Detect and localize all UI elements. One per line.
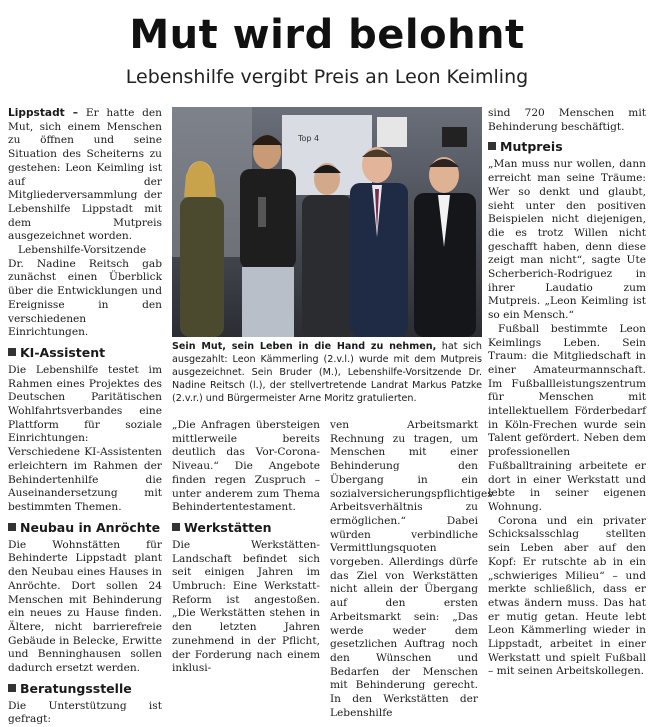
photo-caption bbox=[172, 340, 482, 405]
section-heading-text: Neubau in Anröchte bbox=[20, 519, 161, 535]
article-photo bbox=[172, 107, 482, 337]
section-heading bbox=[488, 139, 646, 155]
section-heading-text: Werkstätten bbox=[184, 519, 272, 535]
section-heading bbox=[8, 681, 162, 697]
paragraph: Die Wohnstätten für Behinderte Lippstadt plant den Neubau eines Hauses in Anröchte. Dort sollen 24 Menschen mit Behinderung ein neues zu Hause finden. Ältere, nicht barrierefreie Gebäude in Belecke, Erwitte und Benninghausen sollen dadurch ersetzt werden. bbox=[8, 538, 162, 675]
section-heading-text: Mutpreis bbox=[500, 139, 563, 155]
paragraph: sind 720 Menschen mit Behinderung beschäftigt. bbox=[488, 107, 646, 133]
square-bullet-icon bbox=[488, 142, 496, 150]
caption-text: hat sich ausgezahlt: Leon Kämmerling (2.v.l.) wurde mit dem Mutpreis ausgezeichnet. Sein Bruder (M.), Lebenshilfe-Vorsitzende Dr. Nadine Reitsch (l.), der stellvertretende Landrat Markus Patzke (2.v.r.) und Bürgermeister Arne Moritz gratulierten. bbox=[172, 341, 482, 404]
sign-text: Top 4 bbox=[298, 134, 320, 143]
section-heading-text: KI-Assistent bbox=[20, 344, 106, 360]
square-bullet-icon bbox=[8, 684, 16, 692]
paragraph: „Man muss nur wollen, dann erreicht man seine Träume: Wer so denkt und glaubt, sieht unter den positiven Beispielen nicht diejenigen, die es trotz Willen nicht geschafft haben, denn diese zeigt man nicht“, sagte Ute Scherberich-Rodriguez in ihrer Laudatio zum Mutpreis. „Leon Keimling ist so ein Mensch.“ bbox=[488, 158, 646, 322]
paragraph: Fußball bestimmte Leon Keimlings Leben. Sein Traum: die Mitgliedschaft in einer Amateurmannschaft. Im Fußballleistungszentrum für Menschen mit intellektuellem Förderbedarf in Köln-Frechen wurde sein Talent gefördert. Neben dem professionellen Fußballtraining arbeitete er dort in einer Werkstatt und lebte in seiner eigenen Wohnung. bbox=[488, 322, 646, 513]
article-column-3 bbox=[330, 419, 493, 719]
section-heading bbox=[8, 520, 162, 536]
article-column-2 bbox=[172, 419, 320, 675]
paragraph bbox=[8, 107, 162, 244]
paragraph: Die Lebenshilfe testet im Rahmen eines Projektes des Deutschen Paritätischen Wohlfahrtsverbandes eine Plattform für soziale Einrichtungen: Verschiedene KI-Assistenten erleichtern im Rahmen der Behindertenhilfe die Auseinandersetzung mit bestimmten Themen. bbox=[8, 363, 162, 513]
section-heading bbox=[8, 345, 162, 361]
section-heading-text: Beratungsstelle bbox=[20, 680, 132, 696]
paragraph: ven Arbeitsmarkt Rechnung zu tragen, um Menschen mit einer Behinderung den Übergang in ein sozialversicherungspflichtiges Arbeitsverhältnis zu ermöglichen.“ Dabei würden verbindliche Vermittlungsquoten vorgeben. Allerdings dürfe das Ziel von Werkstätten nicht allein der Übergang auf den ersten Arbeitsmarkt sein: „Das werde weder dem gesetzlichen Auftrag noch den Wünschen und Bedarfen der Menschen mit Behinderung gerecht. In den Werkstätten der Lebenshilfe bbox=[330, 419, 493, 719]
group-photo-illustration bbox=[172, 107, 482, 337]
square-bullet-icon bbox=[172, 523, 180, 531]
headline: Mut wird belohnt bbox=[129, 12, 525, 58]
caption-lead: Sein Mut, sein Leben in die Hand zu nehmen, bbox=[172, 341, 437, 352]
paragraph: Corona und ein privater Schicksalsschlag stellten sein Leben aber auf den Kopf: Er rutschte ab in ein „schwieriges Milieu“ – und merkte schließlich, dass er etwas ändern muss. Das hat er mutig getan. Heute lebt Leon Kämmerling wieder in Lippstadt, arbeitet in einer Werkstatt und spielt Fußball – mit seinen Arbeitskollegen. bbox=[488, 514, 646, 678]
subheadline: Lebenshilfe vergibt Preis an Leon Keimling bbox=[125, 66, 529, 88]
square-bullet-icon bbox=[8, 348, 16, 356]
paragraph: Lebenshilfe-Vorsitzende Dr. Nadine Reitsch gab zunächst einen Überblick über die Entwicklungen und Ereignisse in den verschiedenen Einrichtungen. bbox=[8, 244, 162, 339]
dateline: Lippstadt – bbox=[8, 107, 79, 119]
square-bullet-icon bbox=[8, 523, 16, 531]
section-heading bbox=[172, 520, 320, 536]
paragraph-text: Er hatte den Mut, sich einem Menschen zu öffnen und seine Situation des Scheiterns zu gestehen: Leon Keimling ist auf der Mitgliederversammlung der Lebenshilfe Lippstadt mit dem Mutpreis ausgezeichnet worden. bbox=[8, 107, 162, 243]
article-column-4 bbox=[488, 107, 646, 678]
paragraph: Die Unterstützung ist gefragt: bbox=[8, 699, 162, 726]
paragraph: Die Werkstätten-Landschaft befindet sich seit einigen Jahren im Umbruch: Eine Werkstatt-Reform ist angestoßen. „Die Werkstätten stehen in den letzten Jahren zunehmend in der Pflicht, der Forderung nach einem inklusi- bbox=[172, 538, 320, 675]
paragraph: „Die Anfragen übersteigen mittlerweile bereits deutlich das Vor-Corona-Niveau.“ Die Angebote finden regen Zuspruch – unter anderem zum Thema Behindertentestament. bbox=[172, 419, 320, 514]
article-column-1 bbox=[8, 107, 162, 726]
